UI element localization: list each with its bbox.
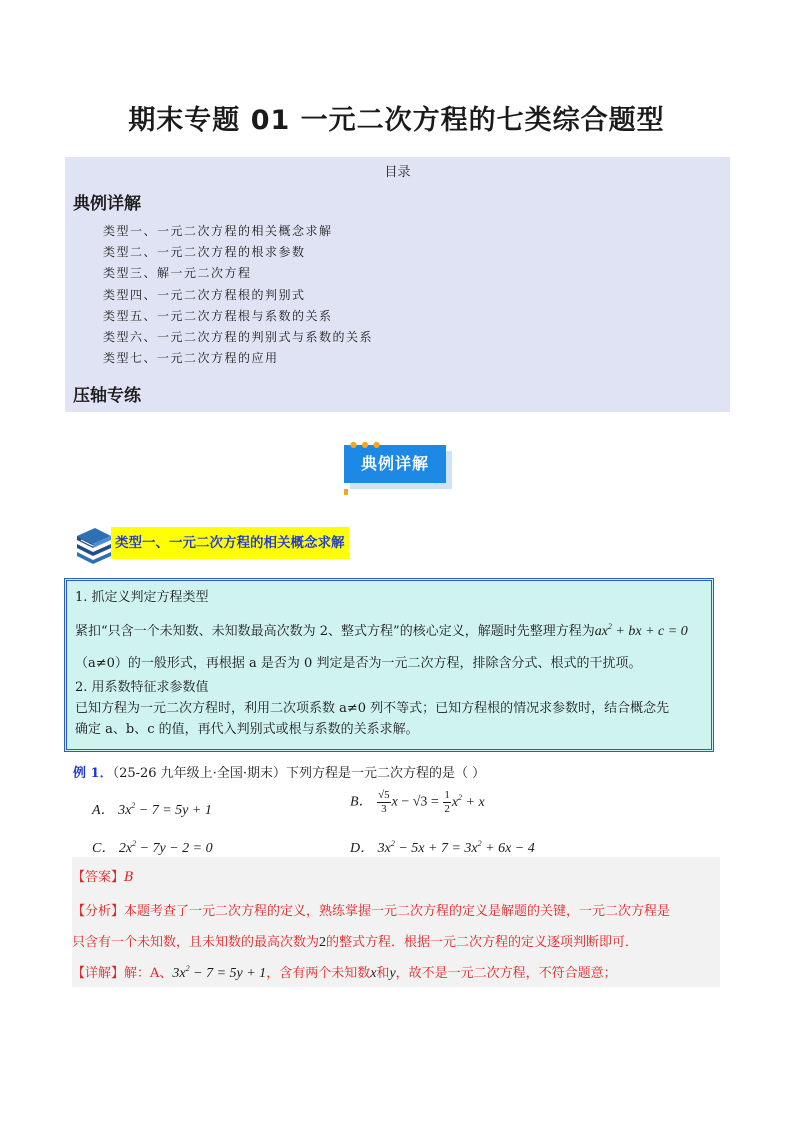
tip-line-1: [75, 620, 688, 640]
analysis-line-1: [72, 900, 670, 919]
page-title: 期末专题 01 一元二次方程的七类综合题型: [128, 105, 665, 136]
tip-line-2: （a≠0）的一般形式，再根据 a 是否为 0 判定是否为一元二次方程，排除含分式、根式的干扰项。: [75, 656, 642, 671]
detail-label: 【详解】: [72, 966, 125, 981]
analysis-text: 的整式方程．根据一元二次方程的定义逐项判断即可．: [326, 935, 639, 950]
option-d-label: D．: [350, 841, 375, 856]
method-tip-box: [64, 578, 714, 752]
toc-item[interactable]: 类型六、一元二次方程的判别式与系数的关系: [103, 329, 374, 344]
option-d[interactable]: D． $3x^2 - 5x + 7 = 3x^2 + 6x - 4$: [350, 839, 535, 856]
books-icon: [73, 524, 113, 564]
option-a-label: A．: [92, 803, 115, 818]
toc-item[interactable]: 类型三、解一元二次方程: [103, 266, 252, 281]
option-a[interactable]: A． $3x^2 - 7 = 5y + 1$: [92, 801, 212, 818]
tip-text: 紧扣“只含一个未知数、未知数最高次数为 2、整式方程”的核心定义，解题时先整理方程为: [75, 624, 595, 639]
option-c[interactable]: C． $2x^2 - 7y - 2 = 0$: [92, 839, 213, 856]
detail-text: 和: [376, 966, 390, 981]
analysis-text: 本题考查了一元二次方程的定义，熟练掌握一元二次方程的定义是解题的关键，一元二次方程是: [124, 904, 671, 919]
example-stem: [73, 762, 485, 781]
type-title: 类型一、一元二次方程的相关概念求解: [111, 527, 349, 559]
analysis-text: 只含有一个未知数，且未知数的最高次数为: [72, 935, 320, 950]
answer-label: 【答案】: [72, 870, 125, 885]
toc-item[interactable]: 类型四、一元二次方程根的判别式: [103, 287, 306, 302]
badge-label: 典例详解: [344, 445, 446, 483]
answer-line: [72, 866, 134, 885]
analysis-line-2: 只含有一个未知数，且未知数的最高次数为2的整式方程．根据一元二次方程的定义逐项判断即可．: [72, 935, 639, 950]
section-badge: [344, 440, 454, 491]
toc-list: [103, 221, 373, 369]
toc-section-examples[interactable]: 典例详解: [73, 194, 141, 214]
toc-label: 目录: [384, 165, 411, 180]
dots-decoration: ● ● ●: [350, 440, 382, 449]
tip-line-4: 确定 a、b、c 的值，再代入判别式或根与系数的关系求解。: [75, 722, 419, 737]
toc-item[interactable]: 类型二、一元二次方程的根求参数: [103, 245, 306, 260]
example-number: 例 1．: [73, 766, 113, 781]
tip-line-3: 已知方程为一元二次方程时，利用二次项系数 a≠0 列不等式；已知方程根的情况求参数时，结合概念先: [75, 701, 670, 716]
answer-block: [72, 857, 720, 987]
analysis-label: 【分析】: [72, 904, 125, 919]
detail-line: 【详解】解：A、$3x^2 - 7 = 5y + 1$，含有两个未知数x和y，故不是一元二次方程，不符合题意；: [72, 964, 617, 981]
detail-text: 解：A、: [124, 966, 173, 981]
table-of-contents: [65, 157, 730, 412]
answer-value: B: [124, 870, 134, 885]
detail-text: ，含有两个未知数: [266, 966, 371, 981]
tip-heading-2: 2. 用系数特征求参数值: [75, 680, 209, 695]
tip-heading-1: 1. 抓定义判定方程类型: [75, 590, 209, 605]
option-c-label: C．: [92, 841, 116, 856]
badge-tick-decoration: [344, 489, 348, 495]
toc-item[interactable]: 类型五、一元二次方程根与系数的关系: [103, 308, 333, 323]
option-b[interactable]: B． $\frac{√5}{3}$ x − √3 = $\frac{1}{2}$ $x^2 + x$: [350, 789, 485, 815]
toc-item[interactable]: 类型七、一元二次方程的应用: [103, 351, 279, 366]
option-b-label: B．: [350, 794, 373, 810]
detail-text: ，故不是一元二次方程，不符合题意；: [395, 966, 617, 981]
toc-section-practice[interactable]: 压轴专练: [73, 386, 141, 406]
general-form-equation: $ax^2$ + bx + c = 0: [594, 622, 688, 639]
toc-item[interactable]: 类型一、一元二次方程的相关概念求解: [103, 224, 333, 238]
example-question: （25-26 九年级上·全国·期末）下列方程是一元二次方程的是（ ）: [112, 766, 486, 781]
